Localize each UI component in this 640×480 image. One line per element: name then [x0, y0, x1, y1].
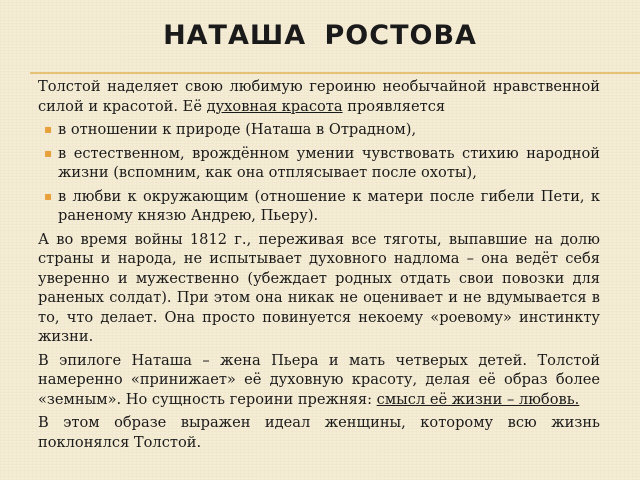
bullet-icon: ▪ — [44, 122, 53, 136]
bullet-list — [38, 120, 600, 226]
list-item-text: в любви к окружающим (отношение к матери после гибели Пети, к раненому князю Андрею, Пьеру). — [58, 187, 600, 224]
intro-text: Толстой наделяет свою любимую героиню необычайной нравственной силой и красотой. Её — [38, 78, 600, 115]
intro-text-end: проявляется — [342, 97, 446, 115]
epilogue-underlined-text: смысл её жизни – любовь. — [376, 390, 580, 408]
title-divider — [30, 72, 640, 74]
list-item — [38, 144, 600, 183]
war-paragraph: А во время войны 1812 г., переживая все тяготы, выпавшие на долю страны и народа, не испытывает духовного надлома – она ведёт себя уверенно и мужественно (убеждает родных отдать свои повозки для раненых солдат). При этом она никак не оценивает и не вдумывается в то, что делает. Она просто повинуется некоему «роевому» инстинкту жизни. — [38, 230, 600, 345]
bullet-icon: ▪ — [44, 188, 53, 203]
list-item-text: в отношении к природе (Наташа в Отрадном), — [58, 121, 417, 138]
intro-paragraph — [38, 77, 600, 116]
intro-underlined-text: духовная красота — [206, 97, 343, 115]
slide-title: НАТАША РОСТОВА — [163, 20, 477, 51]
list-item-text: в естественном, врождённом умении чувствовать стихию народной жизни (вспомним, как она отплясывает после охоты), — [58, 144, 600, 181]
conclusion-paragraph: В этом образе выражен идеал женщины, которому всю жизнь поклонялся Толстой. — [38, 414, 600, 451]
list-item — [38, 120, 600, 140]
epilogue-paragraph — [38, 351, 600, 410]
list-item — [38, 187, 600, 226]
epilogue-text: В эпилоге Наташа – жена Пьера и мать четверых детей. Толстой намеренно «принижает» её духовную красоту, делая её образ более «земным». Но сущность героини прежняя: — [38, 351, 600, 408]
slide-content — [38, 77, 600, 456]
bullet-icon: ▪ — [44, 145, 53, 160]
